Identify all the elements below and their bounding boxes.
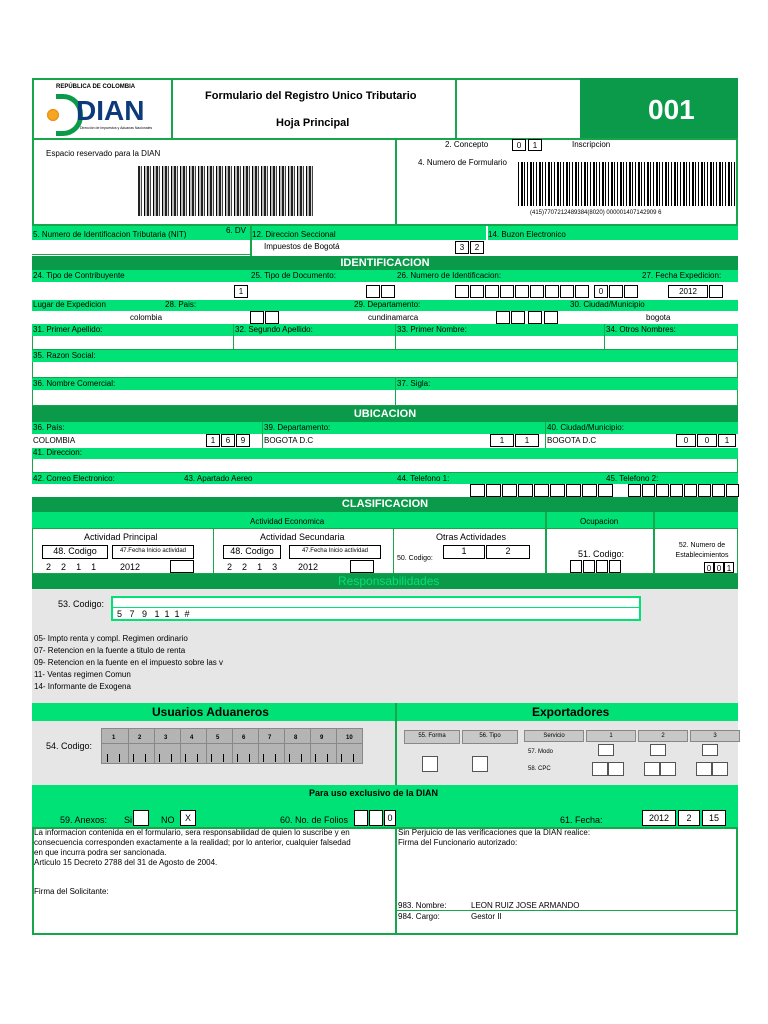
tel2-cell [628,484,641,497]
export-modo-box [598,744,614,756]
firma-solicitante: Firma del Solicitante: [34,887,109,896]
export-modo-box [650,744,666,756]
principal-cell-a [170,560,194,573]
aduaneros-tick [119,754,120,762]
comercial-bar [32,378,738,390]
aduaneros-col-divider [180,729,181,763]
otros-nombres-label: 34. Otros Nombres: [606,325,676,334]
exportadores-title: Exportadores [532,705,610,719]
aduaneros-tick [171,754,172,762]
numero-id-cell [500,285,514,298]
aduaneros-tick [197,754,198,762]
ciudad-label: 30. Ciudad/Municipio [570,300,645,309]
responsabilidades-header [32,574,738,589]
aduaneros-col-divider [128,729,129,763]
aduaneros-tick [315,754,316,762]
ubic-depto-code-1: 1 [490,434,514,447]
segundo-apellido-label: 32. Segundo Apellido: [235,325,313,334]
numero-id-cell [530,285,544,298]
export-servicio: Servicio [524,730,584,742]
aduaneros-tick [301,754,302,762]
tipo-documento-cell2 [366,285,380,298]
lugar-label: Lugar de Expedicion [33,300,106,309]
ubic-depto-value: BOGOTA D.C [264,436,314,445]
resp-codigo-value: 5 7 9 1 1 1 # [117,609,190,619]
fecha47b-label: 47.Fecha Inicio actividad [289,545,381,559]
secundaria-cell-a [350,560,374,573]
row5-bottom [32,240,250,255]
nombre-comercial-label: 36. Nombre Comercial: [33,379,116,388]
tel1-label: 44. Telefono 1: [397,474,450,483]
codigo48b-label: 48. Codigo [223,545,281,559]
form-subtitle: Hoja Principal [276,117,350,129]
concepto-label: 2. Concepto [445,140,489,149]
estab-code-3: 1 [724,562,734,573]
tel1-cell [518,484,533,497]
aduaneros-tick [223,754,224,762]
aduaneros-col-divider [232,729,233,763]
export-modo: 57. Modo [528,749,554,755]
aduaneros-codigo-label: 54. Codigo: [46,741,93,751]
export-modo-box [702,744,718,756]
republica-label: REPÚBLICA DE COLOMBIA [56,84,136,90]
numero-id-cell [560,285,574,298]
aduaneros-col-label: 5 [216,735,220,741]
apartado-label: 43. Apartado Aereo [184,474,253,483]
razon-bar [32,350,738,362]
numero-id-value: 0 [594,285,608,298]
primer-nombre-label: 33. Primer Nombre: [397,325,467,334]
tel2-cell [684,484,697,497]
codigo50-label: 50. Codigo: [397,555,433,562]
resp-item: 05- Impto renta y compl. Regimen ordinario [34,634,188,643]
otras-code-2: 2 [486,545,530,559]
tel2-cell [726,484,739,497]
tel2-label: 45. Telefono 2: [606,474,659,483]
cargo-label: 984. Cargo: [398,912,440,921]
aduaneros-col-label: 7 [268,735,272,741]
aduaneros-col-label: 1 [112,735,116,741]
tel1-cell [534,484,549,497]
razon-social-label: 35. Razon Social: [33,351,96,360]
secundaria-code-1: 2 [227,562,233,572]
aduaneros-tick [185,754,186,762]
otras-code-1: 1 [443,545,485,559]
sigla-label: 37. Sigla: [397,379,431,388]
resp-item: 09- Retencion en la fuente en el impuesto sobre las v [34,658,224,667]
cargo-value: Gestor II [471,912,502,921]
establecimientos-label: 52. Numero de Establecimientos [675,542,729,559]
estab-code-1: 0 [704,562,714,573]
concepto-digit-2: 1 [528,139,542,151]
principal-code-4: 1 [91,562,97,572]
resp-codigo-label: 53. Codigo: [58,599,105,609]
depto-cell-2 [511,311,525,324]
correo-label: 42. Correo Electronico: [33,474,115,483]
fecha-day: 15 [702,810,726,826]
no-label: NO [161,815,175,825]
aduaneros-tick [275,754,276,762]
aduaneros-col-label: 4 [190,735,194,741]
tel1-cell [550,484,565,497]
tel2-cell [670,484,683,497]
apellidos-div-2 [395,324,396,350]
ubic-ciudad-code-3: 1 [718,434,736,447]
export-tipo-box [472,756,488,772]
concepto-digit-1: 0 [512,139,526,151]
aduaneros-tick [263,754,264,762]
aduaneros-tick [353,754,354,762]
export-cpc-box-b [660,762,676,776]
ubic-ciudad-label: 40. Ciudad/Municipio: [547,423,624,432]
fecha-month: 2 [678,810,700,826]
ubic-ciudad-value: BOGOTA D.C [547,436,597,445]
numero-id-cell [575,285,589,298]
pais-cell-2 [265,311,279,324]
verif-line: Firma del Funcionario autorizado: [398,838,518,847]
barcode-text: (415)7707212489384(8020) 000001407142909 6 [530,210,662,216]
aduaneros-col-divider [310,729,311,763]
aduaneros-col-label: 10 [346,735,353,741]
ubicacion-header: UBICACION [32,406,738,422]
buzon-label: 14. Buzon Electronico [488,230,566,239]
primer-apellido-label: 31. Primer Apellido: [33,325,103,334]
no-checkbox[interactable]: X [180,810,196,826]
apellidos-div-1 [233,324,234,350]
codigo51-label: 51. Codigo: [578,549,625,559]
resp-item: 14- Informante de Exogena [34,682,131,691]
tel1-cell [486,484,501,497]
tel2-cell [656,484,669,497]
tel1-cell [502,484,517,497]
resp-item: 07- Retencion en la fuente a titulo de renta [34,646,186,655]
dian-use-title: Para uso exclusivo de la DIAN [309,788,439,798]
numero-id-cell [485,285,499,298]
pais-label: 28. Pais: [165,300,197,309]
aduaneros-mid-line [102,743,362,744]
export-forma-box [422,756,438,772]
principal-year: 2012 [120,562,141,572]
principal-code-1: 2 [46,562,52,572]
ubic-depto-code-2: 1 [515,434,539,447]
export-cpc-box-b [712,762,728,776]
direccion-field[interactable] [32,459,738,473]
legal-line: La informacion contenida en el formulario, sera responsabilidad de quien lo suscribe y en [34,828,350,837]
pais-cell-1 [250,311,264,324]
legal-line: consecuencia corresponden exactamente a la realidad; por lo anterior, cualquier falsedad [34,838,351,847]
logo-text: DIAN [76,95,145,126]
ciudad-value: bogota [646,313,671,322]
ocup-cell-4 [609,560,621,573]
aduaneros-tick [107,754,108,762]
export-col-label: 1 [586,730,636,742]
fecha47-label: 47.Fecha Inicio actividad [112,545,194,559]
principal-label: Actividad Principal [84,532,158,542]
form-number: 001 [648,94,695,125]
clasificacion-header: CLASIFICACION [32,497,738,512]
ubic-ciudad-code-1: 0 [676,434,696,447]
ubic-ciudad-code-2: 0 [697,434,717,447]
ubic-pais-label: 36. País: [33,423,65,432]
depto-label: 29. Departamento: [354,300,421,309]
seccional-code-1: 3 [455,241,469,254]
tel2-cell [698,484,711,497]
aduaneros-col-divider [206,729,207,763]
secundaria-code-3: 1 [257,562,263,572]
fecha-year: 2012 [642,810,676,826]
comercial-divider [395,378,396,406]
si-label: Si [124,815,133,825]
barcode-left [138,166,314,216]
export-cpc-box-b [608,762,624,776]
clasif-div-3 [545,512,547,574]
aduaneros-tick [237,754,238,762]
depto-cell-3 [528,311,542,324]
depto-value: cundinamarca [368,313,419,322]
aduaneros-col-label: 2 [138,735,142,741]
principal-code [46,562,96,572]
razon-field[interactable] [32,362,738,378]
ocup-cell-1 [570,560,582,573]
ubic-depto-label: 39. Departamento: [264,423,331,432]
aduaneros-col-label: 9 [320,735,324,741]
seccional-value: Impuestos de Bogotá [264,242,340,251]
pais-value: colombia [130,313,163,322]
resp-codigo-box [111,596,641,621]
reserved-label: Espacio reservado para la DIAN [46,149,161,158]
estab-code-2: 0 [714,562,724,573]
aduaneros-tick [289,754,290,762]
folios-cell-2 [369,810,383,826]
ubic-row1-bar [32,422,738,434]
secundaria-label: Actividad Secundaria [260,532,345,542]
legal-line: en que incurra podra ser sancionada. [34,848,167,857]
fecha-exp-label: 27. Fecha Expedicion: [642,271,722,280]
aduaneros-tick [145,754,146,762]
aduaneros-col-divider [284,729,285,763]
tipo-contribuyente-label: 24. Tipo de Contribuyente [33,271,125,280]
aduaneros-col-label: 8 [294,735,298,741]
aduaneros-col-label: 6 [242,735,246,741]
reserved-divider [395,138,397,226]
tel2-cell [712,484,725,497]
identificacion-header: IDENTIFICACION [32,256,738,270]
tel1-cell [598,484,613,497]
tel2-cell [642,484,655,497]
form-title: Formulario del Registro Unico Tributario [205,90,417,102]
tipo-documento-value: 1 [234,285,248,298]
secundaria-code-4: 3 [272,562,278,572]
export-forma: 55. Forma [404,730,460,744]
ubic-div-2 [545,422,546,448]
secundaria-code-2: 2 [242,562,248,572]
tel1-cell [566,484,581,497]
fecha-label: 61. Fecha: [560,815,603,825]
concepto-value: Inscripcion [572,140,611,149]
principal-code-3: 1 [76,562,82,572]
export-col-label: 3 [690,730,740,742]
fecha-exp-value: 2012 [668,285,708,298]
depto-cell-1 [496,311,510,324]
verif-line: Sin Perjuicio de las verificaciones que la DIAN realice: [398,828,591,837]
aduaneros-col-divider [258,729,259,763]
aduaneros-tick [341,754,342,762]
export-cpc-box-a [644,762,660,776]
numero-id-cell [455,285,469,298]
numero-id-cell [545,285,559,298]
clasif-div-4 [653,512,655,574]
ubic-pais-code-3: 9 [236,434,250,447]
ubic-pais-value: COLOMBIA [33,436,76,445]
export-cpc-box-a [592,762,608,776]
folios-cell-1 [354,810,368,826]
folios-value: 0 [384,810,396,826]
dv-label: 6. DV [226,226,247,235]
ubic-dir-bar [32,448,738,459]
nombre-underline [396,910,736,911]
clasif-div-1 [213,528,214,574]
aduaneros-title: Usuarios Aduaneros [152,705,269,719]
comercial-field[interactable] [32,390,738,406]
aduaneros-col-label: 3 [164,735,168,741]
anexos-label: 59. Anexos: [60,815,108,825]
nombre-label: 983. Nombre: [398,901,447,910]
formulario-label: 4. Numero de Formulario [418,158,507,167]
export-tipo: 56. Tipo [462,730,518,744]
tipo-documento-label: 25. Tipo de Documento: [251,271,336,280]
numero-id-label: 26. Numero de Identificacion: [397,271,502,280]
si-checkbox[interactable] [133,810,149,826]
aduaneros-col-divider [154,729,155,763]
codigo48-label: 48. Codigo [42,545,108,559]
aduaneros-tick [327,754,328,762]
seccional-label: 12. Direccion Seccional [252,230,336,239]
otras-label: Otras Actividades [436,532,507,542]
nit-label: 5. Numero de Identificacion Tributaria (NIT) [33,230,187,239]
tipo-documento-cell3 [381,285,395,298]
logo-subtitle: Dirección de Impuestos y Aduanas Nacionales [80,126,153,130]
actividad-economica-label: Actividad Economica [250,517,325,526]
secundaria-year: 2012 [298,562,319,572]
seccional-code-2: 2 [470,241,484,254]
resp-codigo-sep [113,607,639,608]
export-col-label: 2 [638,730,688,742]
apellidos-div-3 [604,324,605,350]
aduaneros-col-divider [336,729,337,763]
resp-item: 11- Ventas regimen Comun [34,670,131,679]
principal-code-2: 2 [61,562,67,572]
export-cpc-box-a [696,762,712,776]
aduaneros-tick [211,754,212,762]
export-cpc: 58. CPC [528,766,551,772]
aduaneros-header-bar [32,703,738,721]
ocup-cell-3 [596,560,608,573]
depto-cell-4 [544,311,558,324]
fecha-exp-cell2 [709,285,723,298]
aduaneros-col-divider [362,729,363,763]
numero-id-cell [470,285,484,298]
ocupacion-label: Ocupacion [580,517,619,526]
ubic-pais-code-1: 1 [206,434,220,447]
secundaria-code [227,562,277,572]
numero-id-cell [515,285,529,298]
tel1-cell [470,484,485,497]
nombre-value: LEON RUIZ JOSE ARMANDO [471,901,580,910]
legal-line: Articulo 15 Decreto 2788 del 31 de Agosto de 2004. [34,858,218,867]
ident-row1-bar [32,270,738,282]
aduaneros-tick [249,754,250,762]
ubic-pais-code-2: 6 [221,434,235,447]
ubic-direccion-label: 41. Direccion: [33,448,82,457]
dian-logo [34,80,173,138]
responsabilidades-title: Responsabilidades [338,574,440,588]
header-divider [455,78,457,140]
tel1-cell [582,484,597,497]
numero-id-cell [624,285,638,298]
clasif-div-2 [393,528,394,574]
ubic-div-1 [262,422,263,448]
apellidos-row [32,336,738,350]
barcode-right [518,162,736,206]
numero-id-cell [609,285,623,298]
firma-divider [395,827,397,935]
folios-label: 60. No. de Folios [280,815,349,825]
aduaneros-tick [159,754,160,762]
ocup-cell-2 [583,560,595,573]
aduaneros-tick [133,754,134,762]
